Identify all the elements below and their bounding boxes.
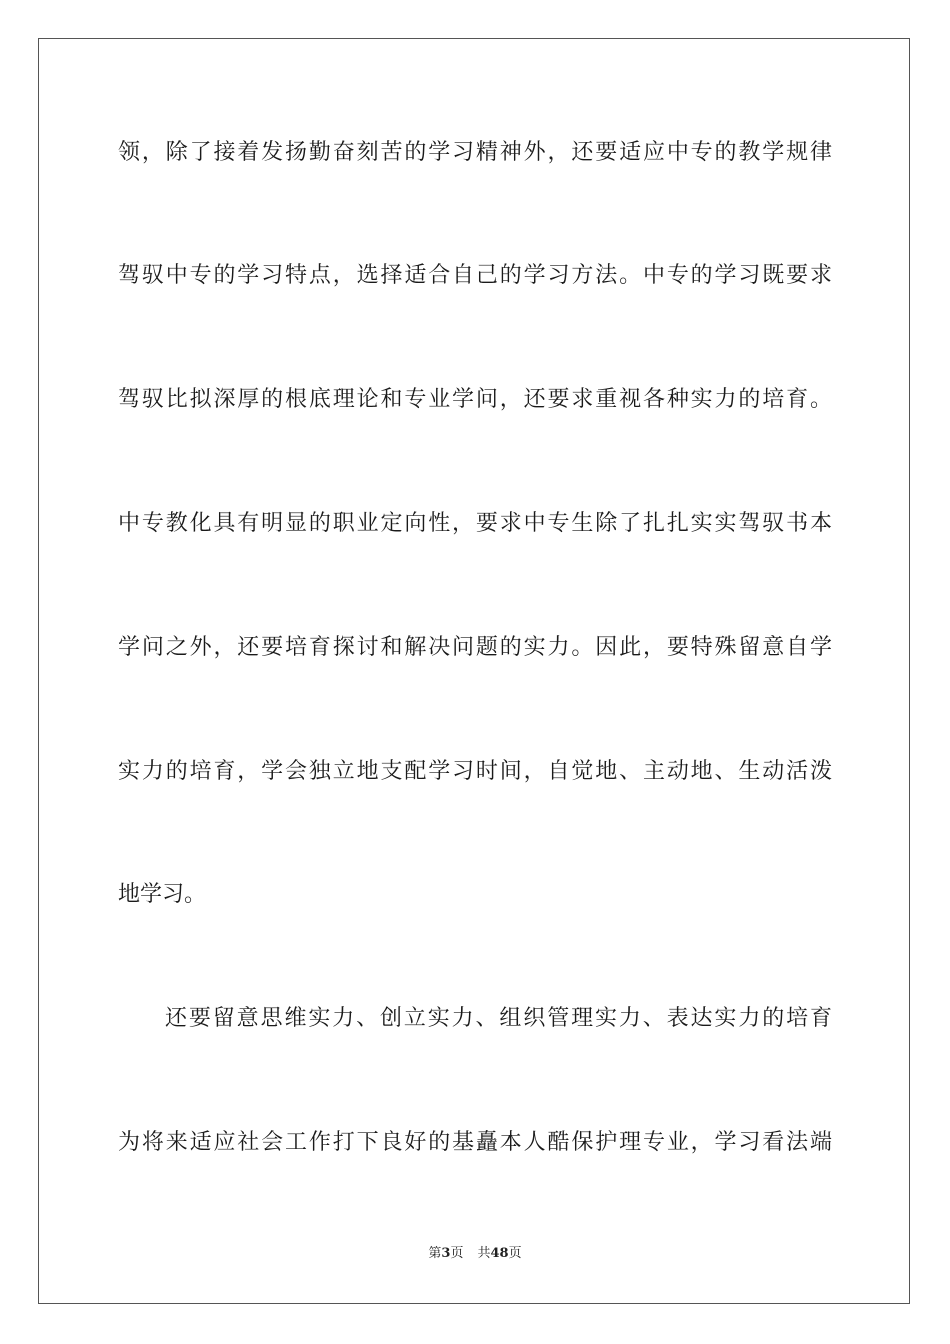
page-number-prefix: 第: [428, 1246, 442, 1261]
body-text-line: 地学习。: [118, 882, 207, 907]
body-text-line: 学问之外，还要培育探讨和解决问题的实力。因此，要特殊留意自学: [118, 635, 832, 660]
total-pages: 48: [490, 1246, 509, 1261]
body-text-line: 驾驭比拟深厚的根底理论和专业学问，还要求重视各种实力的培育。: [118, 387, 832, 412]
page-border: [38, 38, 910, 1304]
body-text-line: 驾驭中专的学习特点，选择适合自己的学习方法。中专的学习既要求: [118, 263, 832, 288]
body-text-line: 中专教化具有明显的职业定向性，要求中专生除了扎扎实实驾驭书本: [118, 511, 832, 536]
body-text-line: 实力的培育，学会独立地支配学习时间，自觉地、主动地、生动活泼: [118, 759, 832, 784]
body-text-line: 为将来适应社会工作打下良好的基矗本人酷保护理专业，学习看法端: [118, 1130, 832, 1155]
page-footer: [0, 1245, 950, 1263]
page-number: 3: [441, 1246, 451, 1261]
paragraph-first-line: 还要留意思维实力、创立实力、组织管理实力、表达实力的培育: [165, 1006, 832, 1031]
total-pages-suffix: 页: [508, 1246, 522, 1261]
body-text-line: 领，除了接着发扬勤奋刻苦的学习精神外，还要适应中专的教学规律: [118, 140, 832, 165]
page-number-suffix: 页: [450, 1246, 464, 1261]
total-pages-prefix: 共: [477, 1246, 491, 1261]
